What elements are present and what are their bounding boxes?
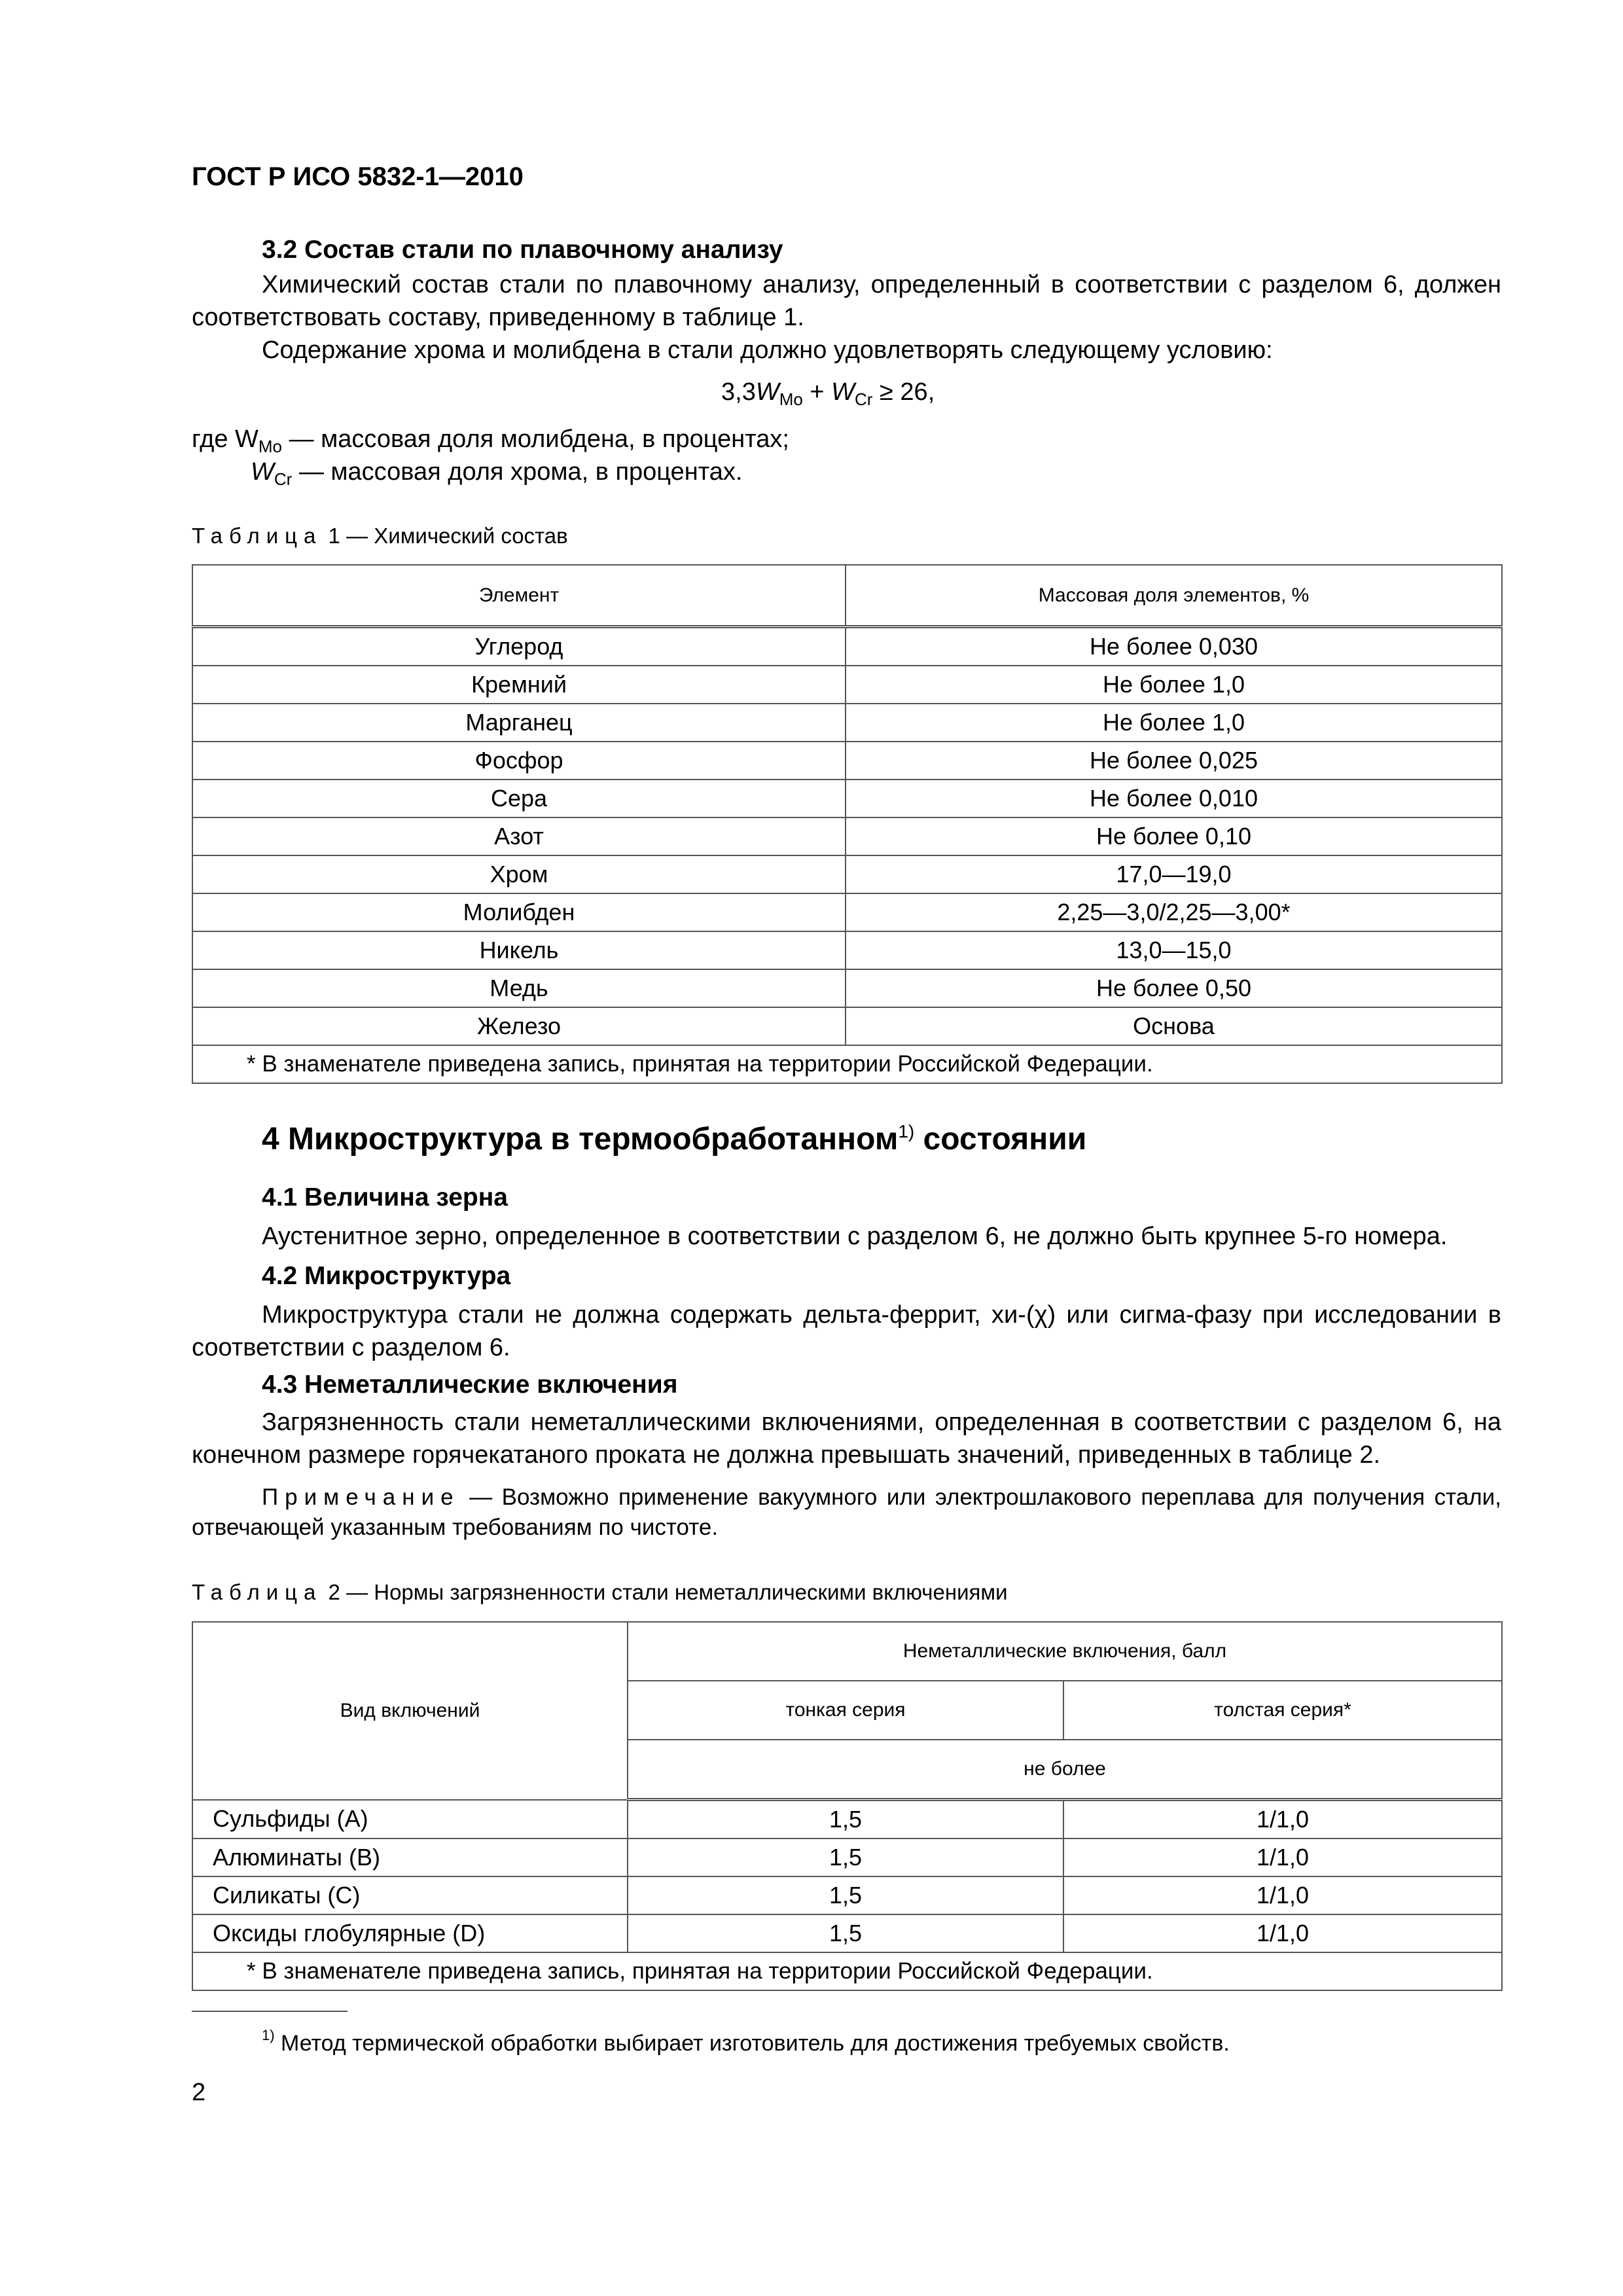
table-row: Фосфор Не более 0,025 [192,742,1502,780]
table-1-header-mass-fraction: Массовая доля элементов, % [846,565,1502,627]
table-1-header-element: Элемент [192,565,846,627]
table-row: Азот Не более 0,10 [192,817,1502,855]
table-2 [192,1621,1503,1991]
table-2-header-type: Вид включений [192,1622,628,1800]
table-row: Хром 17,0—19,0 [192,855,1502,893]
section-4-1-text: Аустенитное зерно, определенное в соответствии с разделом 6, не должно быть крупнее 5-го номера. [262,1223,1448,1250]
page-number: 2 [192,2079,206,2106]
section-4-2-title: 4.2 Микроструктура [262,1262,511,1290]
table-row: Оксиды глобулярные (D) 1,5 1/1,0 [192,1914,1502,1952]
table-row: Марганец Не более 1,0 [192,704,1502,742]
table-2-footnote: * В знаменателе приведена запись, принятая на территории Российской Федерации. [192,1952,1502,1990]
table-row: Никель 13,0—15,0 [192,931,1502,969]
table-row: Медь Не более 0,50 [192,969,1502,1007]
table-row: Силикаты (С) 1,5 1/1,0 [192,1876,1502,1914]
section-4-2-text: Микроструктура стали не должна содержать дельта-феррит, хи-(χ) или сигма-фазу при исследовании в соответствии с разделом 6. [192,1301,1501,1361]
table-row: Железо Основа [192,1007,1502,1045]
formula-where-cr: $W_{Cr}$ — массовая доля хрома, в процентах. [251,458,743,489]
table-1-caption: Таблица 1 — Химический состав [192,524,568,548]
formula-where-mo: где $W_{Mo}$ — массовая доля молибдена, в процентах; [192,425,789,456]
table-2-header-thick: толстая серия* [1063,1681,1502,1740]
section-4-3-note: Примечание — Возможно применение вакуумного или электрошлакового переплава для получения стали, отвечающей указанным требованиям по чистоте. [192,1484,1501,1540]
section-4-3-text: Загрязненность стали неметаллическими включениями, определенная в соответствии с разделом 6, на конечном размере горячекатаного проката не должна превышать значений, приведенных в таблице 2. [192,1408,1501,1469]
section-3-2-paragraph-1: Химический состав стали по плавочному анализу, определенный в соответствии с разделом 6, должен соответствовать составу, приведенному в таблице 1. [192,271,1501,331]
table-2-header-group: Неметаллические включения, балл [628,1622,1502,1681]
table-2-header-max: не более [628,1740,1502,1800]
table-2-caption: Таблица 2 — Нормы загрязненности стали неметаллическими включениями [192,1580,1008,1604]
formula: $3,3W_{Mo} + W_{Cr} \ge 26$, [721,378,935,409]
table-row: Молибден 2,25—3,0/2,25—3,00* [192,893,1502,931]
table-1-footnote-row [192,1045,1502,1083]
footnote: $^{1)}$ Метод термической обработки выбирает изготовитель для достижения требуемых свойств. [262,2027,1230,2056]
table-row: Углерод Не более 0,030 [192,627,1502,666]
section-3-2-title: 3.2 Состав стали по плавочному анализу [262,236,783,264]
table-row: Сульфиды (А) 1,5 1/1,0 [192,1800,1502,1839]
table-1 [192,564,1503,1084]
table-2-header-thin: тонкая серия [628,1681,1063,1740]
table-row: Сера Не более 0,010 [192,780,1502,817]
document-header: ГОСТ Р ИСО 5832-1—2010 [192,162,524,191]
table-1-header-row [192,565,1502,627]
footnote-divider [192,2011,348,2012]
section-4-3-title: 4.3 Неметаллические включения [262,1371,678,1399]
table-2-footnote-row [192,1952,1502,1990]
section-3-2-paragraph-2: Содержание хрома и молибдена в стали должно удовлетворять следующему условию: [262,336,1273,364]
section-4-1-title: 4.1 Величина зерна [262,1183,508,1211]
table-1-footnote: * В знаменателе приведена запись, принятая на территории Российской Федерации. [192,1045,1502,1083]
section-4-title: 4 Микроструктура в термообработанном$^{1)}$ состоянии [262,1121,1087,1157]
table-row: Кремний Не более 1,0 [192,666,1502,704]
table-2-header-row-1 [192,1622,1502,1681]
table-row: Алюминаты (В) 1,5 1/1,0 [192,1839,1502,1876]
